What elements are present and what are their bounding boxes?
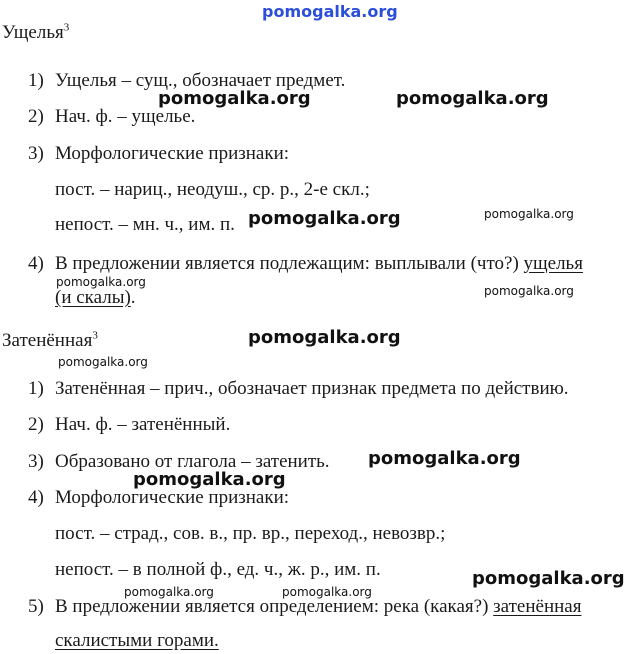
- watermark: pomogalka.org: [124, 585, 214, 599]
- word1-item-3: [28, 143, 289, 165]
- underlined-subject: ущелья: [523, 253, 583, 274]
- underlined-attribute-cont: скалистыми горами.: [55, 630, 219, 651]
- heading-sup: 3: [92, 329, 98, 342]
- heading-text: Ущелья: [2, 22, 64, 43]
- watermark: pomogalka.org: [282, 585, 372, 599]
- watermark: pomogalka.org: [484, 207, 574, 221]
- watermark: pomogalka.org: [56, 275, 146, 289]
- underlined-subject-cont: (и скалы): [55, 287, 131, 308]
- item-number: 3): [28, 451, 44, 472]
- item-number: 3): [28, 143, 44, 164]
- item-text: Ущелья – сущ., обозначает предмет.: [55, 70, 346, 91]
- item-number: 4): [28, 253, 44, 274]
- word2-item-5: [28, 596, 581, 618]
- word2-item-2: [28, 414, 230, 436]
- word1-item-4: [28, 253, 583, 275]
- watermark-top: pomogalka.org: [262, 2, 398, 21]
- watermark: pomogalka.org: [248, 327, 401, 348]
- item-number: 1): [28, 378, 44, 399]
- item-text: В предложении является подлежащим: выплывали (что?): [55, 253, 519, 274]
- heading-sup: 3: [63, 21, 70, 34]
- watermark: pomogalka.org: [133, 469, 286, 490]
- watermark: pomogalka.org: [58, 355, 148, 369]
- watermark: pomogalka.org: [368, 448, 521, 469]
- item-text: Нач. ф. – затенённый.: [55, 414, 231, 435]
- word2-item-1: [28, 378, 569, 400]
- item-text: Морфологические признаки:: [55, 143, 290, 164]
- item-text: В предложении является определением: река (какая?): [55, 596, 489, 617]
- word1-item-2: [28, 106, 195, 128]
- item-number: 2): [28, 414, 44, 435]
- word2-var-features: непост. – в полной ф., ед. ч., ж. р., им. п.: [55, 559, 381, 580]
- item-text: Морфологические признаки:: [55, 487, 290, 508]
- word1-const-features: пост. – нариц., неодуш., ср. р., 2-е скл.;: [55, 179, 370, 200]
- heading-text: Затенённая: [2, 330, 93, 351]
- word-heading-2: [2, 330, 98, 352]
- word2-item-4: [28, 487, 289, 509]
- item-end: .: [130, 287, 136, 308]
- item-number: 4): [28, 487, 44, 508]
- word2-const-features: пост. – страд., сов. в., пр. вр., переход., невозвр.;: [55, 523, 446, 544]
- item-number: 2): [28, 106, 44, 127]
- watermark: pomogalka.org: [248, 208, 401, 229]
- watermark: pomogalka.org: [472, 568, 625, 589]
- item-text: Нач. ф. – ущелье.: [55, 106, 196, 127]
- underlined-attribute: затенённая: [493, 596, 582, 617]
- watermark: pomogalka.org: [396, 88, 549, 109]
- word-heading-1: [2, 22, 69, 44]
- word1-var-features: непост. – мн. ч., им. п.: [55, 214, 235, 235]
- item-number: 1): [28, 70, 44, 91]
- watermark: pomogalka.org: [484, 284, 574, 298]
- item-text: Образовано от глагола – затенить.: [55, 451, 330, 472]
- word2-item-5-continuation: [55, 630, 219, 652]
- watermark: pomogalka.org: [158, 88, 311, 109]
- item-text: Затенённая – прич., обозначает признак предмета по действию.: [55, 378, 569, 399]
- word1-item-4-continuation: [55, 287, 136, 309]
- item-number: 5): [28, 596, 44, 617]
